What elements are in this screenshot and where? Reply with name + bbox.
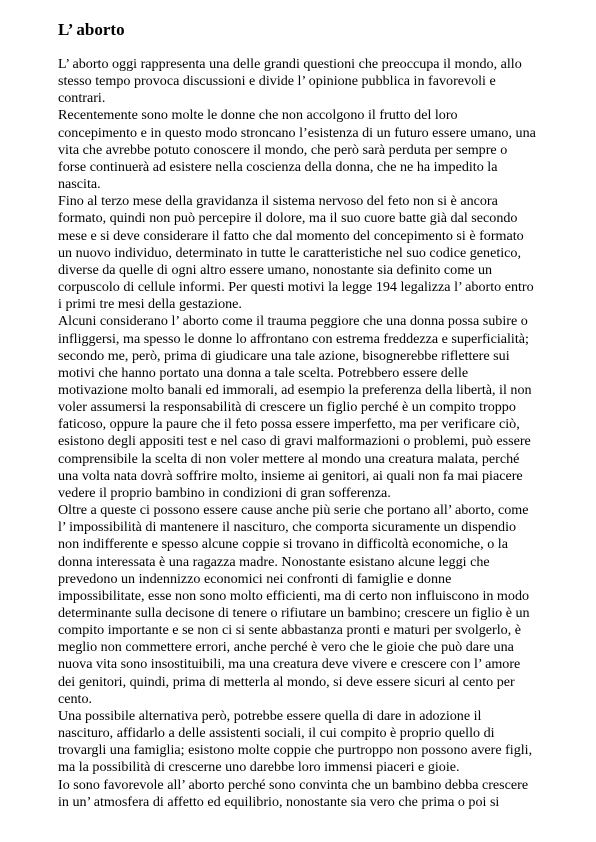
paragraph (58, 313, 578, 502)
text-line: L’ aborto oggi rappresenta una delle grandi questioni che preoccupa il mondo, allo (58, 56, 522, 72)
paragraph (58, 502, 578, 708)
document-body (58, 56, 578, 811)
paragraph (58, 56, 578, 107)
text-line: l’ impossibilità di mantenere il nascituro, che comporta sicuramente un dispendio (58, 519, 517, 536)
paragraph (58, 777, 578, 811)
text-line: Io sono favorevole all’ aborto perché sono convinta che un bambino debba crescere (58, 776, 529, 793)
text-line: nascituro, affidarlo a delle assistenti sociali, il cui compito è proprio quello di (58, 725, 495, 742)
text-line: un nuovo individuo, determinato in tutte le caratteristiche nel suo codice genetico, (58, 244, 521, 261)
text-line: vedere il proprio bambino in condizioni di gran sofferenza. (58, 484, 391, 501)
text-line: stesso tempo provoca discussioni e divide l’ opinione pubblica in favorevoli e (58, 73, 496, 90)
document-title: L’ aborto (58, 20, 125, 39)
text-line: motivi che hanno portato una donna a tale scelta. Potrebbero essere delle (58, 364, 469, 381)
text-line: dei genitori, quindi, prima di metterla al mondo, si deve essere sicuri al cento per (58, 673, 515, 690)
document-page (58, 18, 578, 811)
text-line: mese e si deve considerare il fatto che dal momento del concepimento si è formato (58, 227, 524, 244)
text-line: Una possibile alternativa però, potrebbe essere quella di dare in adozione il (58, 707, 482, 724)
text-line: contrari. (58, 90, 106, 107)
text-line: determinante sulla decisone di tenere o rifiutare un bambino; crescere un figlio è un (58, 605, 530, 621)
text-line: secondo me, però, prima di giudicare una tale azione, bisognerebbe riflettere sui (58, 347, 510, 364)
text-line: cento. (58, 690, 93, 707)
text-line: voler assumersi la responsabilità di crescere un figlio perché è un compito troppo (58, 399, 516, 416)
text-line: infliggersi, ma spesso le donne lo affrontano con estrema freddezza e superficialità; (58, 330, 529, 347)
text-line: prevedono un indennizzo economici nei confronti di famiglie e donne (58, 570, 452, 587)
text-line: in un’ atmosfera di affetto ed equilibrio, nonostante sia vero che prima o poi si (58, 793, 500, 810)
paragraph (58, 193, 578, 313)
text-line: donna interessata è una ragazza madre. Nonostante esistano alcune leggi che (58, 553, 490, 570)
text-line: Recentemente sono molte le donne che non accolgono il frutto del loro (58, 107, 458, 124)
text-line: comprensibile la scelta di non voler mettere al mondo una creatura malata, perché (58, 450, 520, 467)
text-line: Fino al terzo mese della gravidanza il sistema nervoso del feto non si è ancora (58, 193, 498, 210)
text-line: Oltre a queste ci possono essere cause anche più serie che portano all’ aborto, come (58, 502, 529, 519)
text-line: formato, quindi non può percepire il dolore, ma il suo cuore batte già dal secondo (58, 210, 518, 227)
text-line: motivazione molto banali ed immorali, ad esempio la preferenza della libertà, il non (58, 381, 532, 398)
text-line: meglio non commettere errori, anche perché è vero che le gioie che può dare una (58, 639, 514, 656)
text-line: impossibilitate, esse non sono molto efficienti, ma di certo non influiscono in modo (58, 587, 530, 604)
text-line: trovargli una famiglia; esistono molte coppie che purtroppo non possono avere figli, (58, 742, 533, 759)
paragraph (58, 708, 578, 777)
text-line: compito importante e se non ci si sente abbastanza pronti e maturi per svolgerlo, è (58, 622, 521, 639)
text-line: corpuscolo di cellule informi. Per questi motivi la legge 194 legalizza l’ aborto entro (58, 279, 534, 296)
text-line: forse continuerà ad esistere nella coscienza della donna, che ne ha impedito la (58, 158, 498, 175)
text-line: nuova vita sono insostituibili, ma una creatura deve vivere e crescere con l’ amore (58, 656, 521, 673)
text-line: vita che avrebbe potuto conoscere il mondo, che però sarà perduta per sempre o (58, 141, 508, 158)
text-line: i primi tre mesi della gestazione. (58, 296, 242, 313)
text-line: una volta nata dovrà soffrire molto, insieme ai genitori, ai quali non fa mai piacere (58, 467, 523, 484)
text-line: concepimento e in questo modo stroncano l’esistenza di un futuro essere umano, una (58, 124, 536, 141)
text-line: Alcuni considerano l’ aborto come il trauma peggiore che una donna possa subire o (58, 313, 528, 330)
text-line: ma la possibilità di crescerne uno darebbe loro immensi piaceri e gioie. (58, 759, 460, 776)
text-line: faticoso, oppure la paure che il feto possa essere imperfetto, ma per verificare ciò, (58, 416, 520, 433)
text-line: non indifferente e spesso alcune coppie si trovano in difficoltà economiche, o la (58, 536, 508, 553)
paragraph (58, 107, 578, 193)
text-line: diverse da quelle di ogni altro essere umano, nonostante sia definito come un (58, 261, 493, 278)
text-line: esistono degli appositi test e nel caso di gravi malformazioni o problemi, può essere (58, 433, 531, 450)
text-line: nascita. (58, 176, 101, 193)
